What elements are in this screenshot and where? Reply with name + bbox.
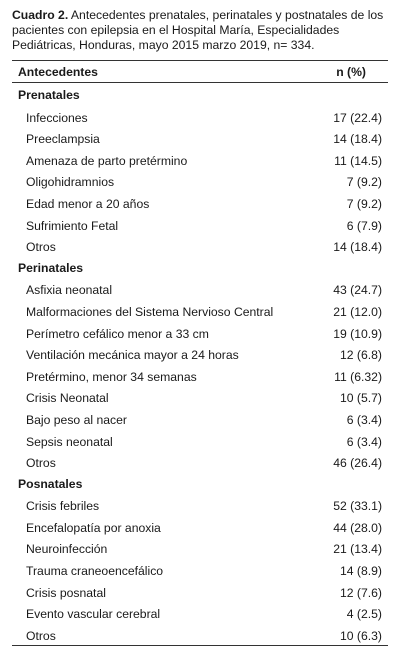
cell-n-percent: 12 (7.6) [339, 585, 382, 600]
cell-antecedente: Bajo peso al nacer [26, 412, 127, 427]
header-antecedentes: Antecedentes [18, 65, 98, 79]
cell-n-percent: 46 (26.4) [333, 456, 382, 471]
cell-n-percent: 6 (7.9) [346, 218, 382, 233]
section-header [12, 473, 388, 495]
table-row [12, 624, 388, 646]
table-row [12, 516, 388, 538]
cell-n-percent: 17 (22.4) [333, 110, 382, 125]
cell-antecedente: Pretérmino, menor 34 semanas [26, 369, 197, 384]
cell-n-percent: 6 (3.4) [346, 412, 382, 427]
cell-n-percent: 6 (3.4) [346, 434, 382, 449]
cell-antecedente: Otros [26, 628, 56, 643]
cell-antecedente: Malformaciones del Sistema Nervioso Central [26, 304, 274, 319]
table-row [12, 343, 388, 365]
cell-n-percent: 11 (14.5) [334, 153, 382, 168]
cell-n-percent: 7 (9.2) [346, 196, 382, 211]
cell-n-percent: 43 (24.7) [333, 283, 382, 298]
cell-antecedente: Amenaza de parto pretérmino [26, 153, 188, 168]
table-header [12, 61, 388, 82]
cell-antecedente: Sepsis neonatal [26, 434, 113, 449]
cell-antecedente: Perímetro cefálico menor a 33 cm [26, 326, 209, 341]
header-n-percent: n (%) [336, 65, 366, 79]
table-row [12, 365, 388, 387]
cell-antecedente: Asfixia neonatal [26, 283, 113, 298]
table-row [12, 149, 388, 171]
cell-antecedente: Otros [26, 456, 56, 471]
table-row [12, 170, 388, 192]
table-row [12, 494, 388, 516]
table-row [12, 559, 388, 581]
cell-n-percent: 11 (6.32) [334, 369, 382, 384]
antecedentes-table [12, 60, 388, 646]
section-header [12, 257, 388, 279]
table-row [12, 192, 388, 214]
table-row [12, 537, 388, 559]
caption-label: Cuadro 2. [12, 8, 69, 22]
table-caption [12, 8, 394, 53]
cell-n-percent: 21 (12.0) [333, 304, 382, 319]
cell-antecedente: Trauma craneoencefálico [26, 564, 164, 579]
table-row [12, 106, 388, 128]
cell-n-percent: 4 (2.5) [346, 607, 382, 622]
table-row [12, 408, 388, 430]
table-row [12, 430, 388, 452]
table-row [12, 451, 388, 473]
cell-antecedente: Preeclampsia [26, 132, 100, 147]
cell-antecedente: Crisis Neonatal [26, 391, 109, 406]
cell-antecedente: Crisis posnatal [26, 585, 106, 600]
section-title: Prenatales [18, 88, 80, 102]
cell-n-percent: 14 (18.4) [333, 240, 382, 255]
cell-antecedente: Evento vascular cerebral [26, 607, 161, 622]
bottom-rule [12, 645, 388, 646]
cell-antecedente: Infecciones [26, 110, 88, 125]
table-row [12, 602, 388, 624]
cell-n-percent: 21 (13.4) [333, 542, 382, 557]
cell-antecedente: Ventilación mecánica mayor a 24 horas [26, 348, 239, 363]
cell-antecedente: Neuroinfección [26, 542, 108, 557]
cell-antecedente: Edad menor a 20 años [26, 196, 150, 211]
cell-n-percent: 19 (10.9) [333, 326, 382, 341]
cell-antecedente: Oligohidramnios [26, 175, 115, 190]
section-title: Posnatales [18, 476, 83, 491]
cell-antecedente: Sufrimiento Fetal [26, 218, 119, 233]
cell-antecedente: Crisis febriles [26, 499, 100, 514]
cell-antecedente: Encefalopatía por anoxia [26, 520, 161, 535]
table-row [12, 278, 388, 300]
cell-n-percent: 12 (6.8) [339, 348, 382, 363]
cell-n-percent: 10 (5.7) [339, 391, 382, 406]
table-row [12, 322, 388, 344]
cell-antecedente: Otros [26, 240, 56, 255]
table-row [12, 214, 388, 236]
caption-text: Antecedentes prenatales, perinatales y postnatales de los pacientes con epilepsia en el Hospital María, Especialidades Pediátricas, Honduras, mayo 2015 marzo 2019, n= 334. [12, 8, 384, 52]
table-row [12, 386, 388, 408]
table-row [12, 300, 388, 322]
section-header [12, 84, 388, 106]
section-title: Perinatales [18, 260, 84, 275]
table-row [12, 581, 388, 603]
cell-n-percent: 10 (6.3) [339, 628, 382, 643]
cell-n-percent: 44 (28.0) [333, 520, 382, 535]
table-row [12, 235, 388, 257]
cell-n-percent: 14 (18.4) [333, 132, 382, 147]
table-row [12, 127, 388, 149]
cell-n-percent: 52 (33.1) [333, 499, 382, 514]
cell-n-percent: 14 (8.9) [339, 564, 382, 579]
cell-n-percent: 7 (9.2) [346, 175, 382, 190]
table-body [12, 83, 388, 645]
